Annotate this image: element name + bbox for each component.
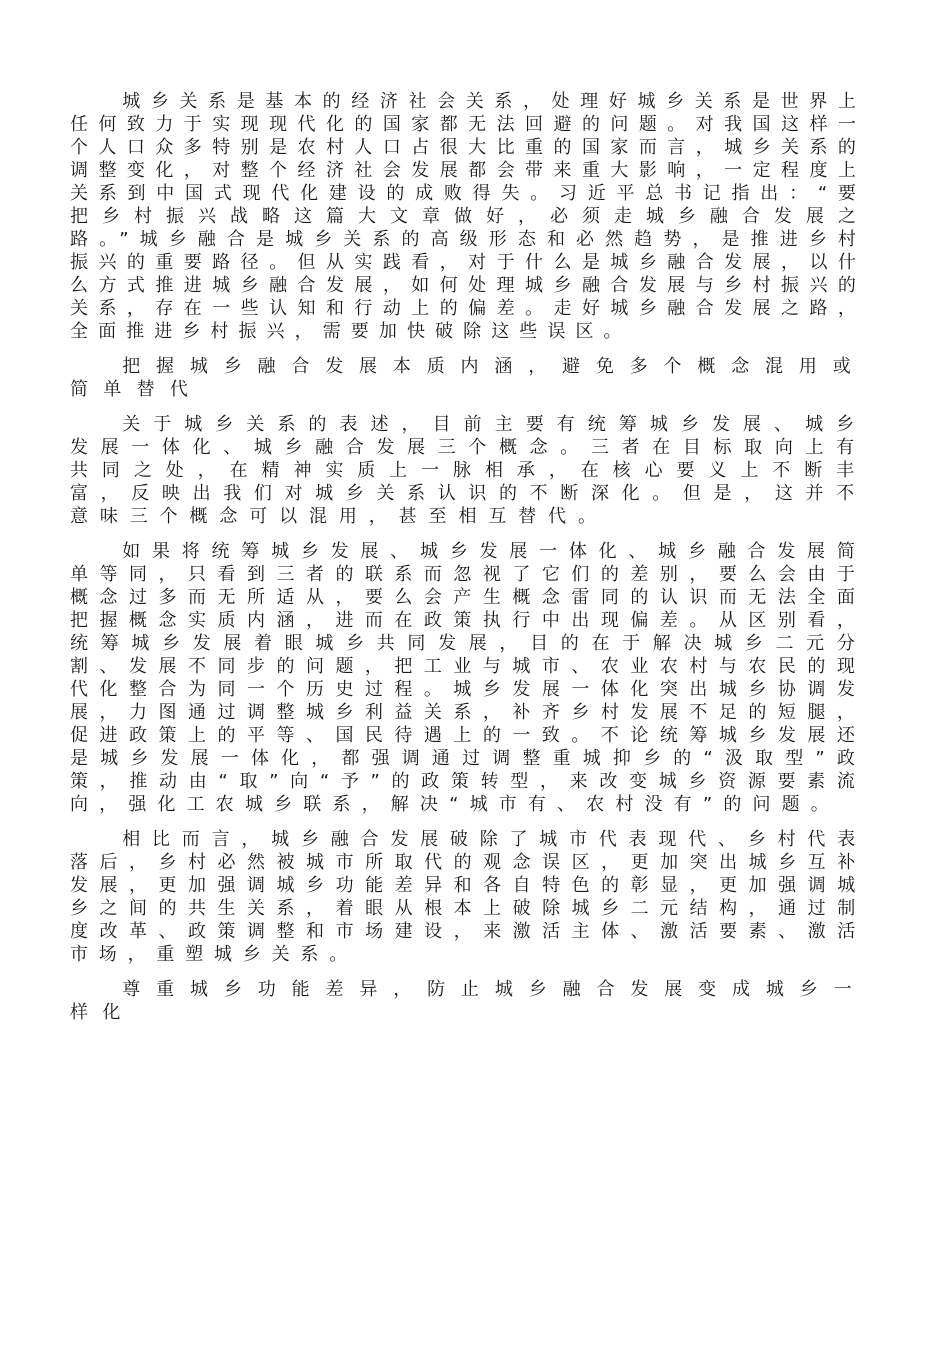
- paragraph-comparison: 相比而言，城乡融合发展破除了城市代表现代、乡村代表落后，乡村必然被城市所取代的观念误区，更加突出城乡互补发展，更加强调城乡功能差异和各自特色的彰显，更加强调城乡之间的共生关系，着眼从根本上破除城乡二元结构，通过制度改革、政策调整和市场建设，来激活主体、激活要素、激活市场，重塑城乡关系。: [70, 829, 866, 965]
- paragraph-concepts: 关于城乡关系的表述，目前主要有统筹城乡发展、城乡发展一体化、城乡融合发展三个概念。三者在目标取向上有共同之处，在精神实质上一脉相承，在核心要义上不断丰富，反映出我们对城乡关系认识的不断深化。但是，这并不意味三个概念可以混用，甚至相互替代。: [70, 414, 866, 527]
- paragraph-differences: 如果将统筹城乡发展、城乡发展一体化、城乡融合发展简单等同，只看到三者的联系而忽视了它们的差别，要么会由于概念过多而无所适从，要么会产生概念雷同的认识而无法全面把握概念实质内涵，进而在政策执行中出现偏差。从区别看，统筹城乡发展着眼城乡共同发展，目的在于解决城乡二元分割、发展不同步的问题，把工业与城市、农业农村与农民的现代化整合为同一个历史过程。城乡发展一体化突出城乡协调发展，力图通过调整城乡利益关系，补齐乡村发展不足的短腿，促进政策上的平等、国民待遇上的一致。不论统筹城乡发展还是城乡发展一体化，都强调通过调整重城抑乡的“汲取型”政策，推动由“取”向“予”的政策转型，来改变城乡资源要素流向，强化工农城乡联系，解决“城市有、农村没有”的问题。: [70, 541, 866, 815]
- paragraph-intro: 城乡关系是基本的经济社会关系，处理好城乡关系是世界上任何致力于实现现代化的国家都无法回避的问题。对我国这样一个人口众多特别是农村人口占很大比重的国家而言，城乡关系的调整变化，对整个经济社会发展都会带来重大影响，一定程度上关系到中国式现代化建设的成败得失。习近平总书记指出：“要把乡村振兴战略这篇大文章做好，必须走城乡融合发展之路。”城乡融合是城乡关系的高级形态和必然趋势，是推进乡村振兴的重要路径。但从实践看，对于什么是城乡融合发展，以什么方式推进城乡融合发展，如何处理城乡融合发展与乡村振兴的关系，存在一些认知和行动上的偏差。走好城乡融合发展之路，全面推进乡村振兴，需要加快破除这些误区。: [70, 91, 866, 342]
- section-heading-essence: 把握城乡融合发展本质内涵，避免多个概念混用或简单替代: [70, 356, 866, 400]
- document-body: [70, 90, 866, 1036]
- section-heading-function: 尊重城乡功能差异，防止城乡融合发展变成城乡一样化: [70, 979, 866, 1023]
